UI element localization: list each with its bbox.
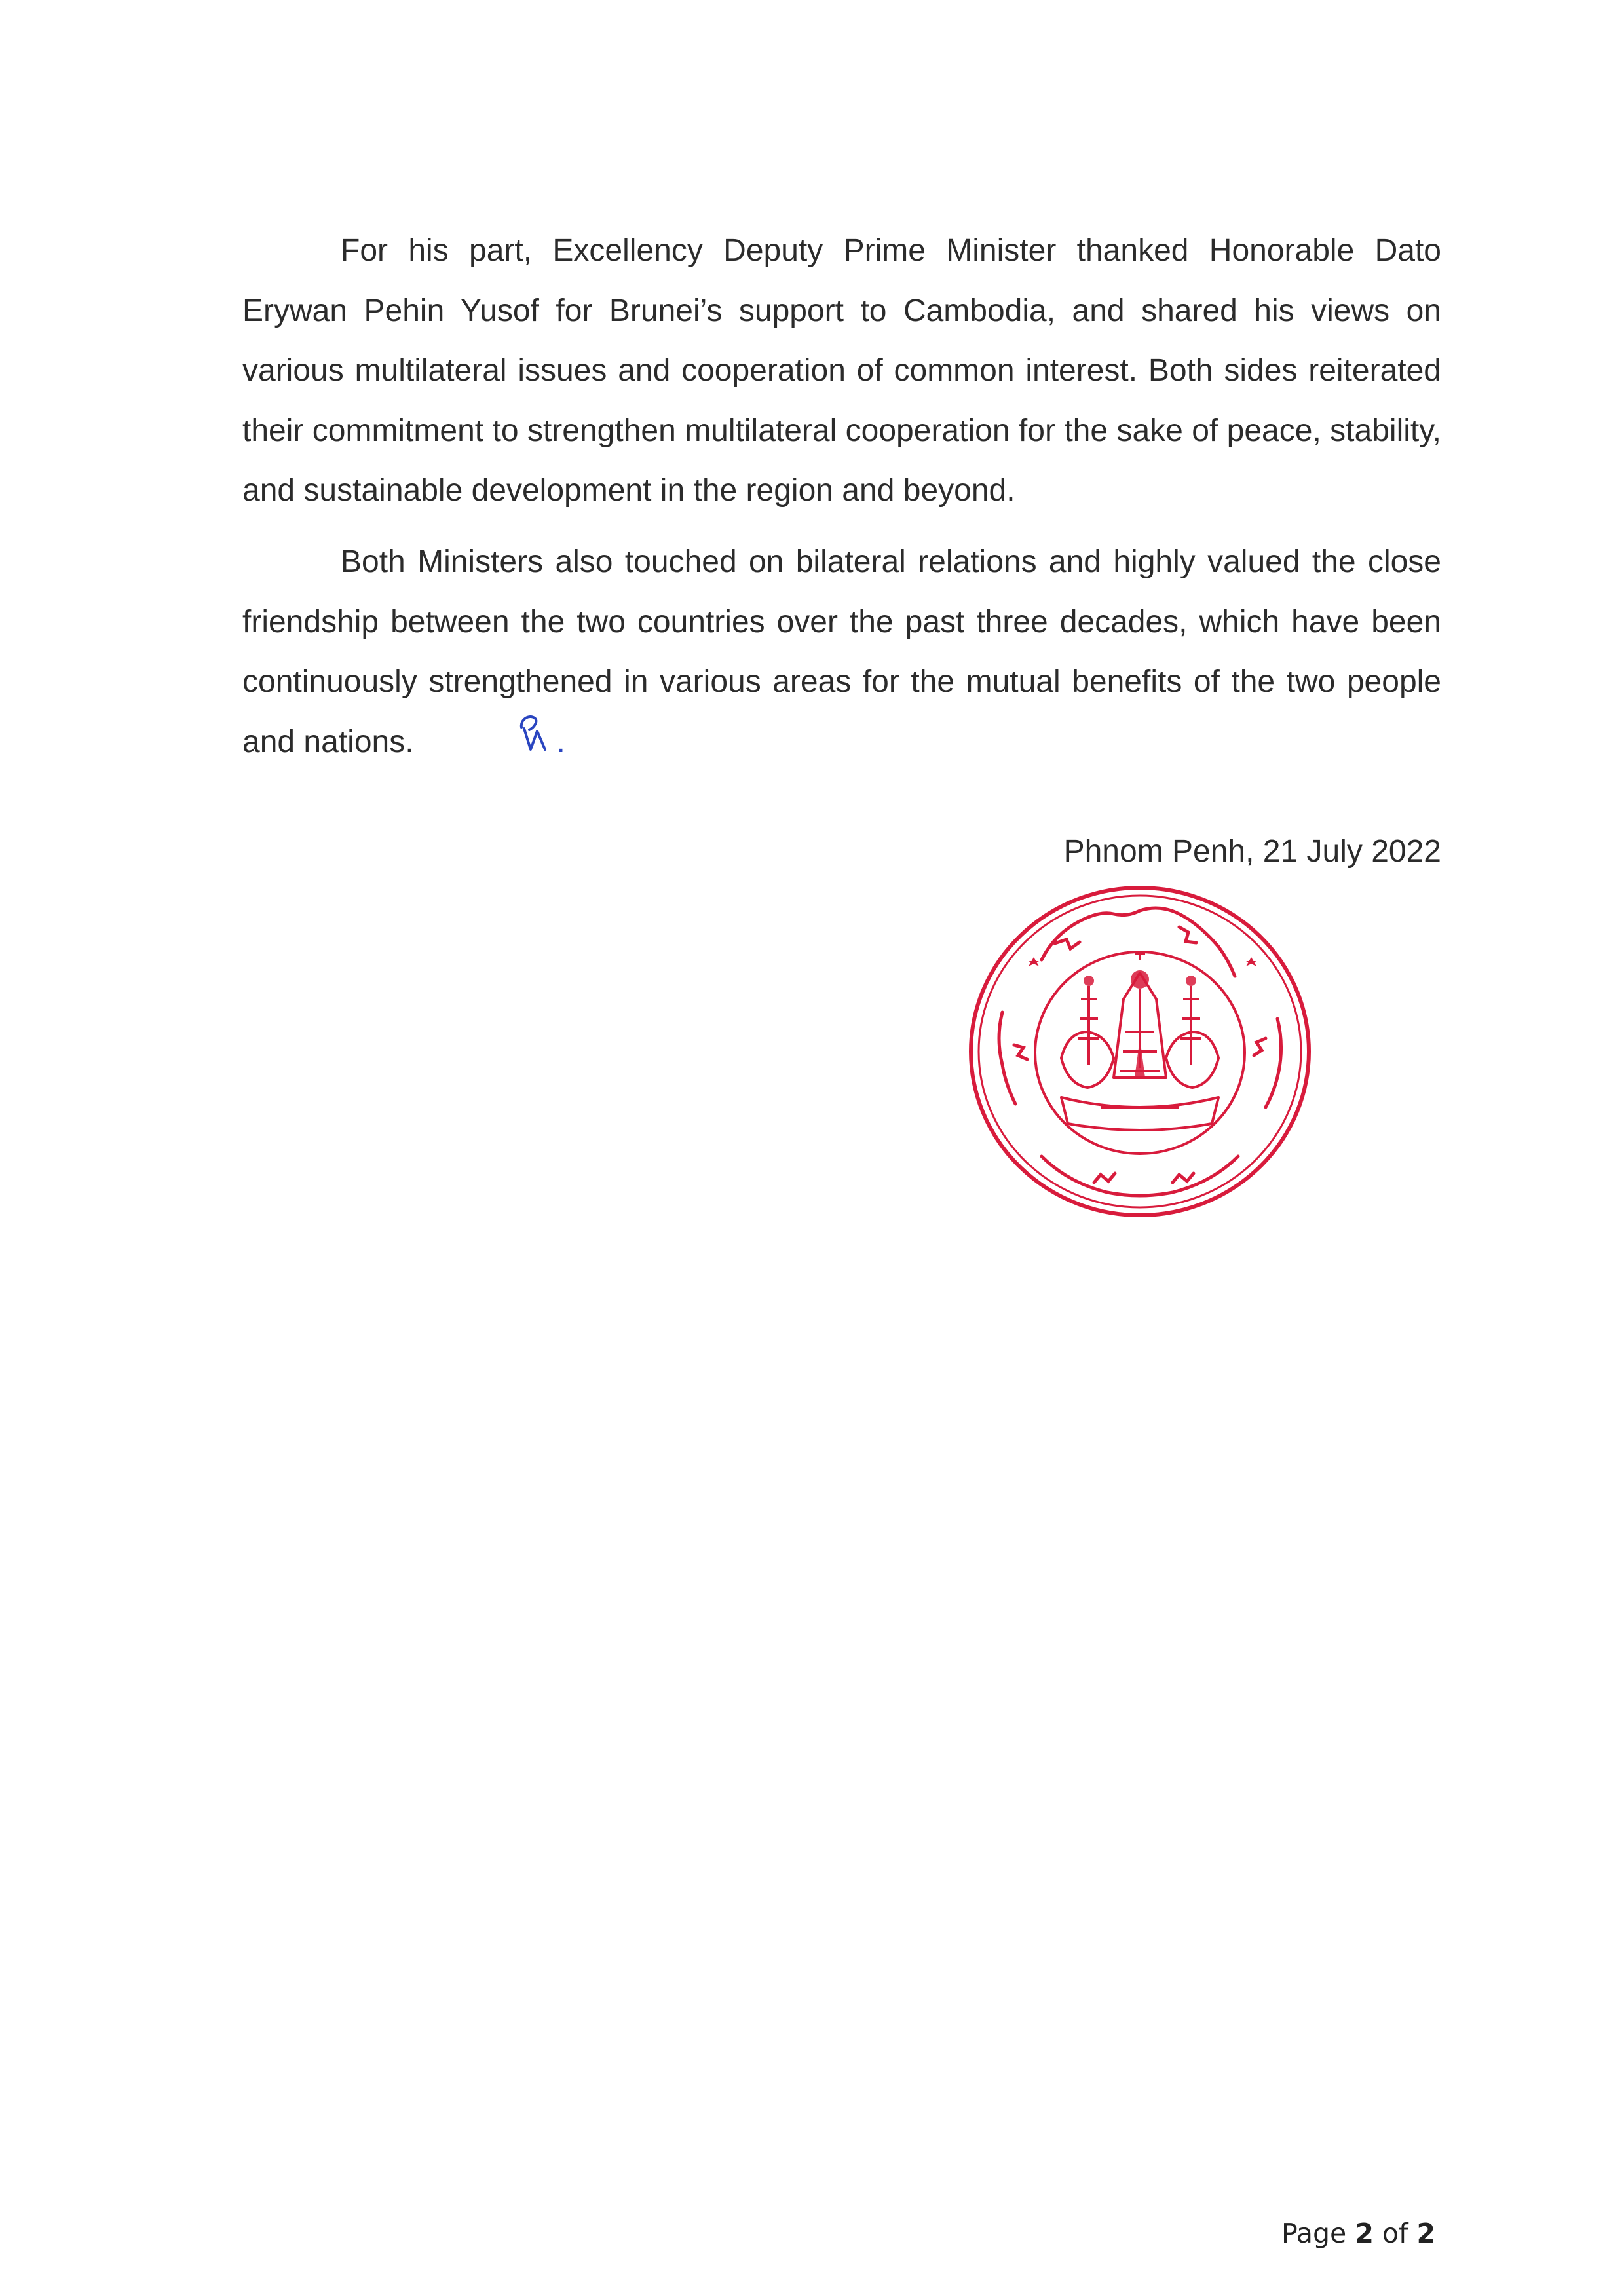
initials-period: .	[556, 724, 565, 759]
body-paragraph-2	[242, 532, 1441, 772]
page-total: 2	[1416, 2218, 1435, 2249]
body-paragraph-1: For his part, Excellency Deputy Prime Minister thanked Honorable Dato Erywan Pehin Yusof for Brunei’s support to Cambodia, and shared his views on various multilateral issues and cooperation of common interest. Both sides reiterated their commitment to strengthen multilateral cooperation for the sake of peace, stability, and sustainable development in the region and beyond.	[242, 233, 1441, 508]
page-of: of	[1382, 2218, 1408, 2249]
page-number	[1281, 2218, 1435, 2249]
official-seal	[963, 881, 1317, 1222]
page-word: Page	[1281, 2218, 1347, 2249]
body-paragraph-2-text: Both Ministers also touched on bilateral relations and highly valued the close friendship between the two countries over the past three decades, which have been continuously strengthened in various areas for the mutual benefits of the two people and nations.	[242, 544, 1441, 759]
place-date: Phnom Penh, 21 July 2022	[1063, 834, 1441, 869]
page-current: 2	[1355, 2218, 1374, 2249]
handwritten-initials	[417, 712, 557, 772]
